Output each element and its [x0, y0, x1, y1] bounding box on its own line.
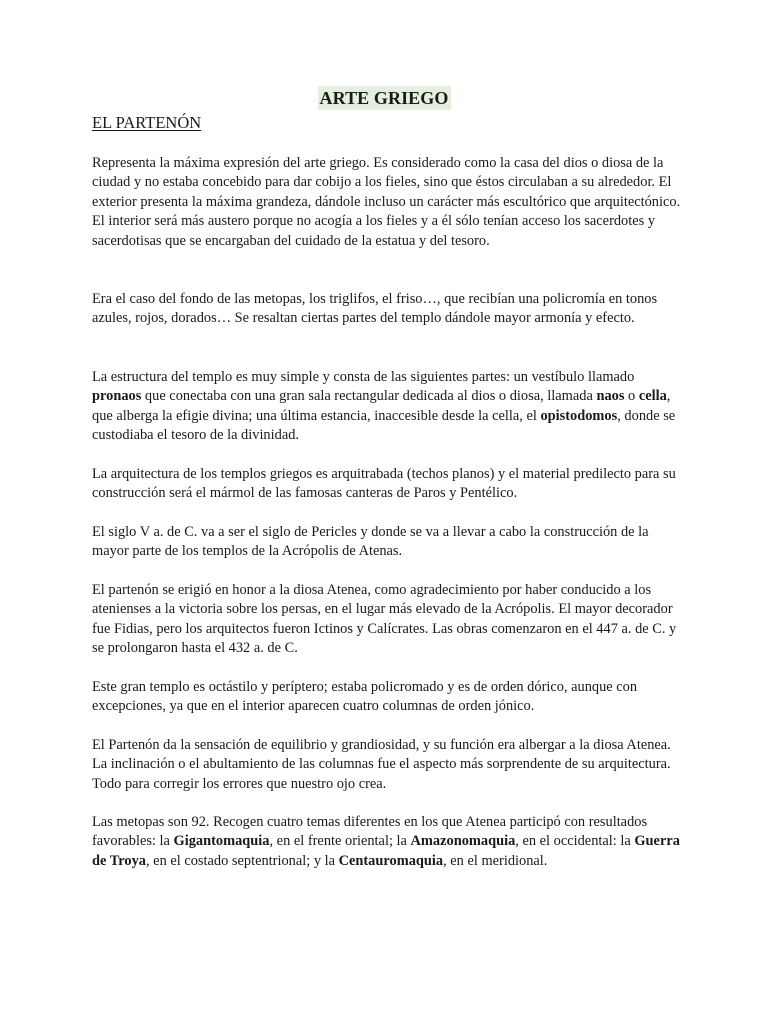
term-guerra-de-troya: Guerra de Troya — [92, 833, 680, 869]
title-container — [0, 86, 768, 110]
paragraph-metopas — [92, 813, 682, 871]
document-title: ARTE GRIEGO — [319, 88, 449, 108]
term-centauromaquia: Centauromaquia — [338, 852, 444, 869]
term-naos: naos — [596, 388, 625, 405]
text-run: , en el frente oriental; la — [269, 833, 411, 850]
paragraph-policromia: Era el caso del fondo de las metopas, los triglifos, el friso…, que recibían una policromía en tonos azules, rojos, dorados… Se resaltan ciertas partes del templo dándole mayor armonía y efecto. — [92, 291, 658, 327]
paragraph-intro: Representa la máxima expresión del arte griego. Es considerado como la casa del dios o diosa de la ciudad y no estaba concebido para dar cobijo a los fieles, sino que éstos circulaban a su alrededor. El exterior presenta la máxima grandeza, dándole incluso un carácter más escultórico que arquitectónico. El interior será más austero porque no acogía a los fieles y a él sólo tenían acceso los sacerdotes y sacerdotisas que se encargaban del cuidado de la estatua y del tesoro. — [92, 155, 681, 249]
text-run: , que alberga la efigie divina; una última estancia, inaccesible desde la cella, el — [92, 388, 671, 424]
section-heading: EL PARTENÓN — [92, 113, 202, 132]
text-run: , en el meridional. — [443, 852, 548, 869]
paragraph-estructura — [92, 368, 682, 446]
paragraph-pericles: El siglo V a. de C. va a ser el siglo de Pericles y donde se va a llevar a cabo la construcción de la mayor parte de los templos de la Acrópolis de Atenas. — [92, 524, 649, 560]
text-run: Las metopas son 92. Recogen cuatro temas diferentes en los que Atenea participó con resultados favorables: la — [92, 814, 648, 850]
text-run: , en el costado septentrional; y la — [145, 852, 339, 869]
term-cella: cella — [638, 388, 667, 405]
term-opistodomos: opistodomos — [540, 407, 618, 424]
text-run: La estructura del templo es muy simple y consta de las siguientes partes: un vestíbulo llamado — [92, 369, 635, 385]
term-amazonomaquia: Amazonomaquia — [410, 833, 516, 850]
paragraph-arquitectura: La arquitectura de los templos griegos es arquitrabada (techos planos) y el material predilecto para su construcción será el mármol de las famosas canteras de Paros y Pentélico. — [92, 466, 676, 502]
paragraph-orden: Este gran templo es octástilo y períptero; estaba policromado y es de orden dórico, aunque con excepciones, ya que en el interior aparecen cuatro columnas de orden jónico. — [92, 679, 638, 715]
paragraph-equilibrio: El Partenón da la sensación de equilibrio y grandiosidad, y su función era albergar a la diosa Atenea. La inclinación o el abultamiento de las columnas fue el aspecto más sorprendente de su arquitectura. Todo para corregir los errores que nuestro ojo crea. — [92, 737, 671, 792]
text-run: , en el occidental: la — [515, 833, 635, 850]
text-run: , donde se custodiaba el tesoro de la divinidad. — [92, 407, 676, 444]
term-pronaos: pronaos — [92, 388, 142, 405]
text-run: o — [624, 388, 639, 405]
paragraph-historia: El partenón se erigió en honor a la diosa Atenea, como agradecimiento por haber conducido a los atenienses a la victoria sobre los persas, en el lugar más elevado de la Acrópolis. El mayor decorador fue Fidias, pero los arquitectos fueron Ictinos y Calícrates. Las obras comenzaron en el 447 a. de C. y se prolongaron hasta el 432 a. de C. — [92, 582, 677, 657]
term-gigantomaquia: Gigantomaquia — [173, 833, 270, 850]
text-run: que conectaba con una gran sala rectangular dedicada al dios o diosa, llamada — [141, 388, 597, 405]
